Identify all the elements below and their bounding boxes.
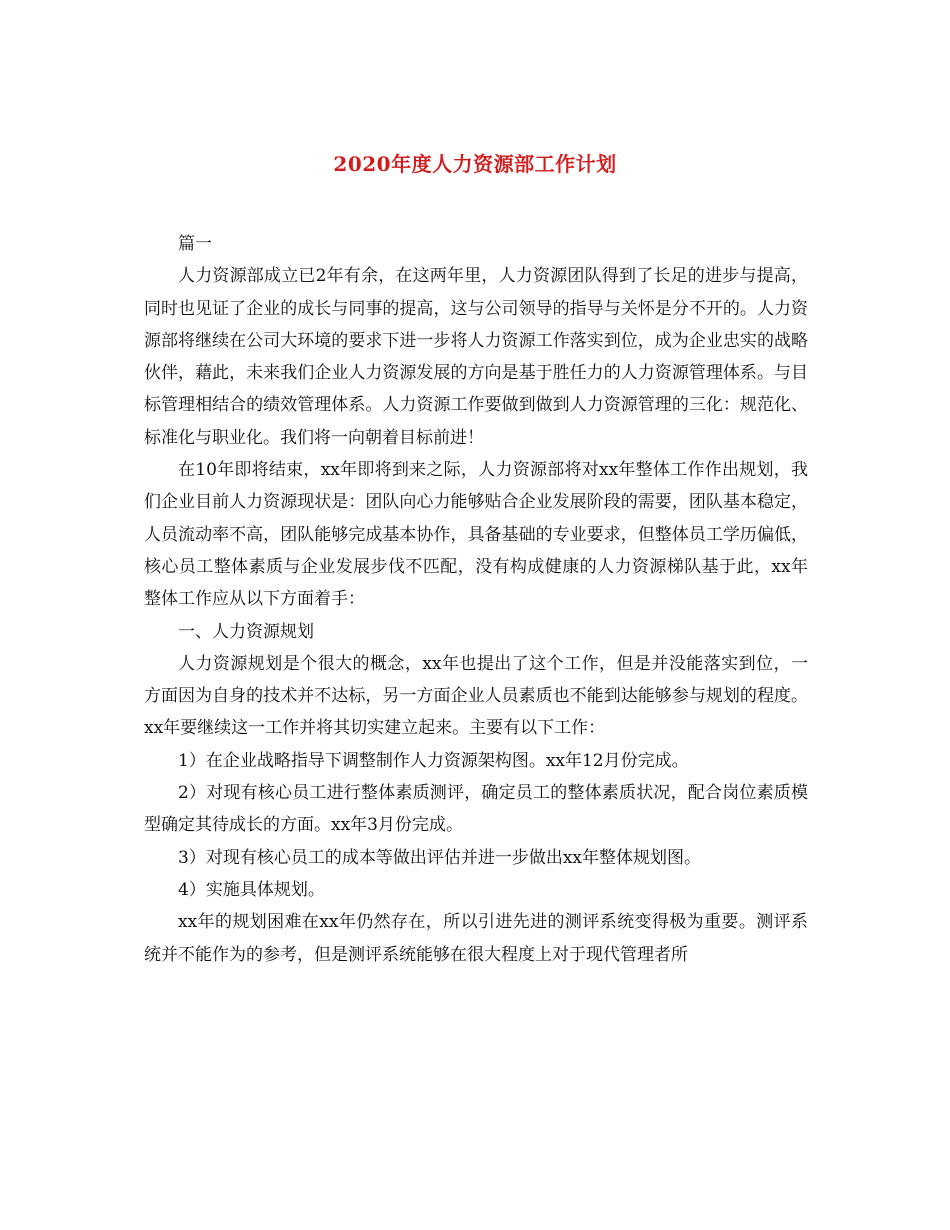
list-item-2: 2）对现有核心员工进行整体素质测评，确定员工的整体素质状况，配合岗位素质模型确定其待成长的方面。xx年3月份完成。 <box>144 783 808 836</box>
paragraph-current-status: 在10年即将结束，xx年即将到来之际，人力资源部将对xx年整体工作作出规划，我们企业目前人力资源现状是：团队向心力能够贴合企业发展阶段的需要，团队基本稳定，人员流动率不高，团队能够完成基本协作，具备基础的专业要求，但整体员工学历偏低，核心员工整体素质与企业发展步伐不匹配，没有构成健康的人力资源梯队基于此，xx年整体工作应从以下方面着手： <box>144 460 808 610</box>
list-item-1: 1）在企业战略指导下调整制作人力资源架构图。xx年12月份完成。 <box>178 750 689 771</box>
list-item-4: 4）实施具体规划。 <box>178 879 325 900</box>
section-label: 篇一 <box>178 234 212 254</box>
paragraph-intro: 人力资源部成立已2年有余，在这两年里，人力资源团队得到了长足的进步与提高，同时也见证了企业的成长与同事的提高，这与公司领导的指导与关怀是分不开的。人力资源部将继续在公司大环境的要求下进一步将人力资源工作落实到位，成为企业忠实的战略伙伴，藉此，未来我们企业人力资源发展的方向是基于胜任力的人力资源管理体系。与目标管理相结合的绩效管理体系。人力资源工作要做到做到人力资源管理的三化：规范化、标准化与职业化。我们将一向朝着目标前进！ <box>144 266 808 448</box>
section-heading-hr-planning: 一、人力资源规划 <box>178 621 314 642</box>
list-item-3: 3）对现有核心员工的成本等做出评估并进一步做出xx年整体规划图。 <box>178 847 701 868</box>
paragraph-assessment-system: xx年的规划困难在xx年仍然存在，所以引进先进的测评系统变得极为重要。测评系统并不能作为的参考，但是测评系统能够在很大程度上对于现代管理者所 <box>144 912 808 965</box>
document-body <box>144 228 808 971</box>
paragraph-hr-planning: 人力资源规划是个很大的概念，xx年也提出了这个工作，但是并没能落实到位，一方面因为自身的技术并不达标，另一方面企业人员素质也不能到达能够参与规划的程度。xx年要继续这一工作并将其切实建立起来。主要有以下工作： <box>144 653 808 739</box>
document-title: 2020年度人力资源部工作计划 <box>333 152 617 176</box>
